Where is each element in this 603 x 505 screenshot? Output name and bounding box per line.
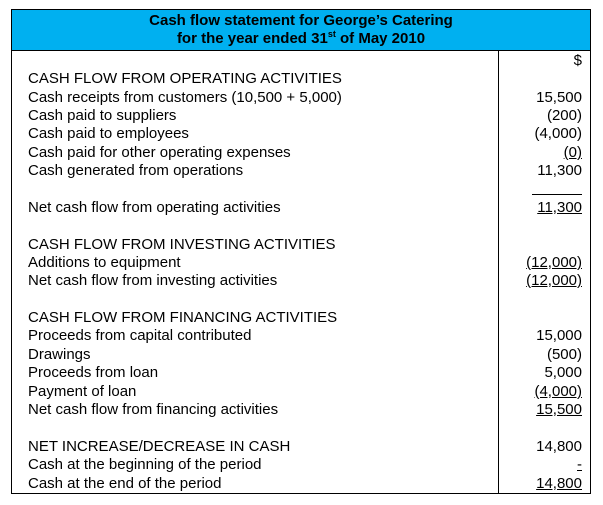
investing-row-amount: (12,000): [526, 254, 582, 271]
operating-row-label: Cash receipts from customers (10,500 + 5,000): [28, 89, 342, 106]
operating-row-label: Cash paid to suppliers: [28, 107, 177, 124]
cash-flow-statement: [11, 9, 591, 494]
financing-row-label: Proceeds from capital contributed: [28, 327, 252, 344]
operating-row-label: Cash generated from operations: [28, 162, 244, 179]
investing-row-label: Additions to equipment: [28, 254, 181, 271]
operating-row-amount: (4,000): [534, 125, 582, 142]
financing-row-amount: (500): [546, 346, 582, 363]
financing-row-amount: (4,000): [534, 383, 582, 400]
period-suffix: of May 2010: [335, 30, 426, 47]
financing-row-label: Drawings: [28, 346, 91, 363]
financing-row-label: Proceeds from loan: [28, 364, 159, 381]
net-change-row-label: Cash at the end of the period: [28, 475, 222, 492]
operating-row-amount: 15,500: [536, 89, 582, 106]
operating-row-amount: (200): [546, 107, 582, 124]
operating-row-label: Cash paid to employees: [28, 125, 189, 142]
operating-row-label: Cash paid for other operating expenses: [28, 144, 291, 161]
statement-header: [12, 10, 590, 51]
column-divider: [498, 51, 499, 493]
net-change-heading: NET INCREASE/DECREASE IN CASH: [28, 438, 291, 455]
net-change-amount: 14,800: [536, 438, 582, 455]
financing-row-label: Payment of loan: [28, 383, 137, 400]
investing-row-amount: (12,000): [526, 272, 582, 289]
net-change-row-amount: 14,800: [536, 475, 582, 492]
operating-row-amount: 11,300: [537, 162, 582, 179]
operating-net-amount: 11,300: [537, 199, 582, 216]
total-rule: [532, 194, 582, 195]
net-change-row-amount: -: [577, 456, 582, 473]
period-prefix: for the year ended 31: [176, 30, 328, 47]
statement-title: Cash flow statement for George’s Catering: [149, 12, 453, 29]
financing-row-amount: 5,000: [544, 364, 582, 381]
statement-period: [12, 30, 590, 48]
investing-row-label: Net cash flow from investing activities: [28, 272, 278, 289]
operating-heading: CASH FLOW FROM OPERATING ACTIVITIES: [28, 70, 342, 87]
net-change-row-label: Cash at the beginning of the period: [28, 456, 262, 473]
financing-heading: CASH FLOW FROM FINANCING ACTIVITIES: [28, 309, 338, 326]
financing-row-amount: 15,500: [536, 401, 582, 418]
currency-label: $: [573, 52, 582, 69]
financing-row-amount: 15,000: [536, 327, 582, 344]
financing-row-label: Net cash flow from financing activities: [28, 401, 279, 418]
investing-heading: CASH FLOW FROM INVESTING ACTIVITIES: [28, 236, 336, 253]
operating-row-amount: (0): [563, 144, 582, 161]
operating-net-label: Net cash flow from operating activities: [28, 199, 281, 216]
period-ordinal: st: [327, 29, 336, 39]
